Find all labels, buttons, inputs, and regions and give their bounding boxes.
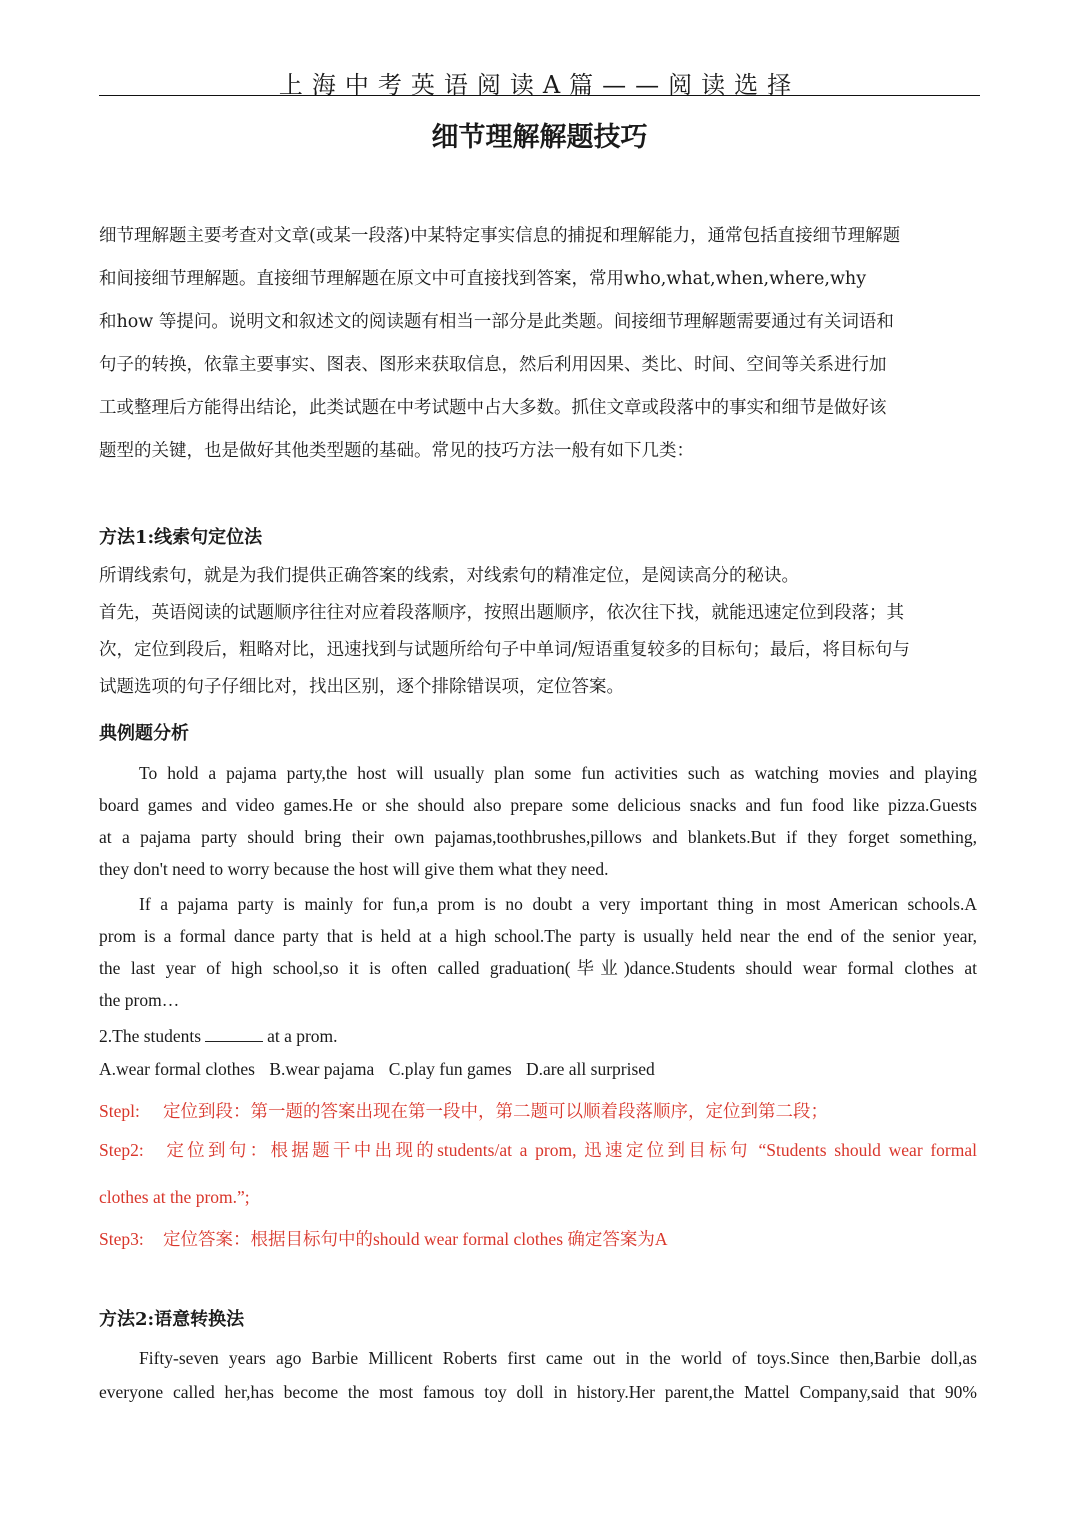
step-label: Step3: bbox=[99, 1229, 144, 1249]
intro-line: 句子的转换，依靠主要事实、图表、图形来获取信息，然后利用因果、类比、时间、空间等关系进行加 bbox=[99, 355, 887, 375]
option-a: A.wear formal clothes bbox=[99, 1059, 255, 1079]
passage-line: prom is a formal dance party that is held at a high school.The party is usually held near the end of the senior year, bbox=[99, 926, 977, 946]
passage-line: Fifty-seven years ago Barbie Millicent Roberts first came out in the world of toys.Since then,Barbie doll,as bbox=[139, 1348, 977, 1368]
passage-line: they don't need to worry because the host will give them what they need. bbox=[99, 859, 609, 879]
passage-line: If a pajama party is mainly for fun,a prom is no doubt a very important thing in most American schools.A bbox=[139, 894, 977, 914]
method1-line: 首先，英语阅读的试题顺序往往对应着段落顺序，按照出题顺序，依次往下找，就能迅速定位到段落；其 bbox=[99, 603, 904, 623]
intro-line: 细节理解题主要考查对文章(或某一段落)中某特定事实信息的捕捉和理解能力，通常包括直接细节理解题 bbox=[99, 226, 901, 246]
answer-blank bbox=[205, 1025, 263, 1042]
header-title: 上海中考英语阅读A篇——阅读选择 bbox=[278, 71, 801, 99]
method1-line: 试题选项的句子仔细比对，找出区别，逐个排除错误项，定位答案。 bbox=[99, 677, 624, 697]
passage-line: the prom… bbox=[99, 990, 180, 1010]
intro-line: 和间接细节理解题。直接细节理解题在原文中可直接找到答案，常用who,what,when,where,why bbox=[99, 269, 867, 289]
passage-line: at a pajama party should bring their own pajamas,toothbrushes,pillows and blankets.But if they forget something, bbox=[99, 827, 977, 847]
method1-description bbox=[99, 558, 980, 706]
step-text: 定位到句：根据题干中出现的students/at a prom, 迅速定位到目标句 “Students should wear formal bbox=[163, 1140, 977, 1160]
step-label: Stepl: bbox=[99, 1101, 140, 1121]
question-options bbox=[99, 1057, 665, 1081]
step-1 bbox=[99, 1098, 977, 1124]
step-label: Step2: bbox=[99, 1140, 144, 1160]
passage-line: board games and video games.He or she should also prepare some delicious snacks and fun food like pizza.Guests bbox=[99, 795, 977, 815]
question-stem bbox=[99, 1024, 338, 1048]
method1-line: 次，定位到段后，粗略对比，迅速找到与试题所给句子中单词/短语重复较多的目标句；最后，将目标句与 bbox=[99, 640, 910, 660]
step-text: 定位到段：第一题的答案出现在第一段中，第二题可以顺着段落顺序，定位到第二段； bbox=[163, 1101, 828, 1121]
step-text: 定位答案：根据目标句中的should wear formal clothes 确定答案为A bbox=[163, 1229, 668, 1249]
option-b: B.wear pajama bbox=[269, 1059, 375, 1079]
method2-passage bbox=[99, 1341, 977, 1409]
method1-heading: 方法1:线索句定位法 bbox=[99, 527, 263, 548]
intro-paragraph bbox=[99, 215, 980, 473]
step-2-continued: clothes at the prom.”; bbox=[99, 1187, 250, 1207]
intro-line: 工或整理后方能得出结论，此类试题在中考试题中占大多数。抓住文章或段落中的事实和细节是做好该 bbox=[99, 398, 887, 418]
example-heading: 典例题分析 bbox=[99, 723, 189, 744]
method1-line: 所谓线索句，就是为我们提供正确答案的线索，对线索句的精准定位，是阅读高分的秘诀。 bbox=[99, 566, 799, 586]
option-d: D.are all surprised bbox=[526, 1059, 655, 1079]
passage-line: To hold a pajama party,the host will usually plan some fun activities such as watching movies and playing bbox=[139, 763, 977, 783]
option-c: C.play fun games bbox=[388, 1059, 512, 1079]
intro-line: 和how 等提问。说明文和叙述文的阅读题有相当一部分是此类题。间接细节理解题需要通过有关词语和 bbox=[99, 312, 894, 332]
question-stem-end: at a prom. bbox=[267, 1026, 338, 1046]
document-title: 细节理解解题技巧 bbox=[431, 122, 648, 153]
example-passage-2 bbox=[99, 888, 977, 1016]
method2-heading: 方法2:语意转换法 bbox=[99, 1309, 245, 1330]
example-passage-1 bbox=[99, 757, 977, 885]
step-3 bbox=[99, 1226, 977, 1252]
header-divider bbox=[99, 95, 980, 96]
passage-line: the last year of high school,so it is often called graduation(毕业)dance.Students should wear formal clothes at bbox=[99, 958, 977, 978]
question-stem-start: 2.The students bbox=[99, 1026, 202, 1046]
step-2 bbox=[99, 1137, 977, 1163]
passage-line: everyone called her,has become the most famous toy doll in history.Her parent,the Mattel Company,said that 90% bbox=[99, 1382, 977, 1402]
intro-line: 题型的关键，也是做好其他类型题的基础。常见的技巧方法一般有如下几类： bbox=[99, 441, 694, 461]
